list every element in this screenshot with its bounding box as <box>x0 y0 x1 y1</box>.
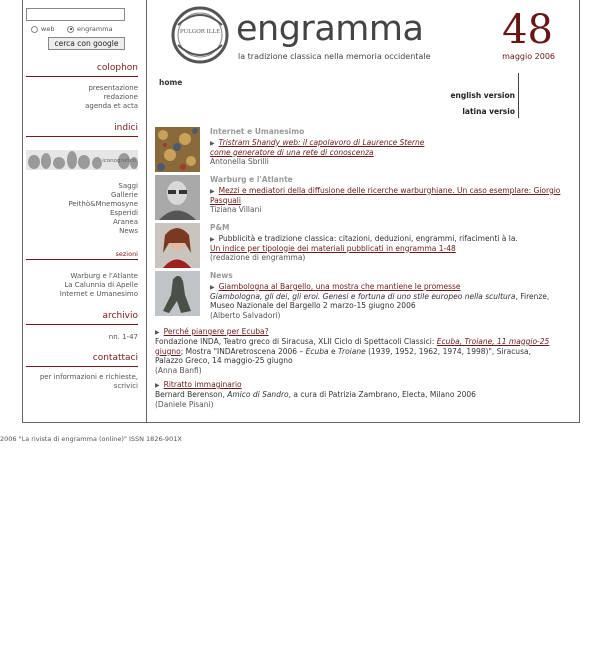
article-text: Bernard Berenson, <box>155 389 228 399</box>
english-version-link[interactable]: english version <box>450 91 515 100</box>
footer-copyright: 2006 "La rivista di engramma (online)" ISSN 1826-901X <box>0 435 182 443</box>
article-text: , a cura di Patrizia Zambrano, Electa, Milano 2006 <box>288 389 476 399</box>
search-input[interactable] <box>26 8 125 21</box>
sidebar <box>23 0 147 422</box>
indici-item-news[interactable]: News <box>119 227 138 235</box>
language-box <box>398 73 519 118</box>
article-body <box>210 127 555 167</box>
radio-engramma-label: engramma <box>77 25 113 33</box>
sezioni-item-internet[interactable]: Internet e Umanesimo <box>59 290 138 298</box>
iconografico-label: iconografico <box>102 158 136 164</box>
logo-text: PULGOR ILLE <box>179 29 221 35</box>
radio-web-button[interactable] <box>31 26 38 33</box>
indici-item-gallerie[interactable]: Gallerie <box>110 191 138 199</box>
radio-web[interactable] <box>31 25 54 33</box>
article-text-italic: Troiane <box>337 346 366 356</box>
article-inline-link-cont[interactable]: giugno <box>155 346 181 356</box>
article-text: Fondazione INDA, Teatro greco di Siracusa, XLII Ciclo di Spettacoli Classici: <box>155 336 437 346</box>
engramma-logo-icon <box>170 5 230 65</box>
latina-versio-link[interactable]: latina versio <box>462 107 515 116</box>
article-link-continued[interactable]: Pasquali <box>210 195 241 205</box>
article-link[interactable]: Perché piangere per Ecuba? <box>163 327 269 336</box>
article-link[interactable]: Ritratto immaginario <box>163 380 242 389</box>
arrow-right-icon: ▶ <box>210 283 215 291</box>
sezioni-list <box>26 272 138 299</box>
article-text-italic: Ecuba <box>305 346 329 356</box>
article-description-title: Giambologna, gli dei, gli eroi. Genesi e fortuna di uno stile europeo nella scultura <box>210 291 516 301</box>
indici-item-saggi[interactable]: Saggi <box>118 182 138 190</box>
article-body <box>210 271 555 321</box>
sezioni-heading: sezioni <box>26 250 138 260</box>
radio-engramma-button[interactable] <box>67 26 74 33</box>
issue-number: 48 <box>502 7 553 53</box>
article-thumbnail-sculpture[interactable] <box>155 271 200 316</box>
indici-item-aranea[interactable]: Aranea <box>113 218 138 226</box>
contattaci-list <box>26 373 138 391</box>
article-author: (Anna Banfi) <box>155 366 202 376</box>
search-button[interactable]: cerca con google <box>48 37 125 50</box>
article-description-line2: Museo Nazionale del Bargello 2 marzo-15 giugno 2006 <box>210 301 416 311</box>
article-text: Palazzo Greco, 14 maggio-25 giugno <box>155 356 293 366</box>
article-text: e <box>328 346 338 356</box>
radio-web-label: web <box>41 25 55 33</box>
page-frame <box>22 0 580 423</box>
article-link[interactable]: Un indice per tipologie dei materiali pubblicati in engramma 1-48 <box>210 243 456 253</box>
sezioni-item-warburg[interactable]: Warburg e l'Atlante <box>70 272 138 280</box>
colophon-item-redazione[interactable]: redazione <box>103 93 138 101</box>
article-thumbnail-woman[interactable] <box>155 223 200 268</box>
article-author: (Alberto Salvadori) <box>210 311 281 321</box>
indici-heading[interactable]: indici <box>26 123 138 137</box>
article-author: Antonella Sbrilli <box>210 157 269 167</box>
arrow-right-icon: ▶ <box>155 382 160 389</box>
archivio-list <box>26 333 138 342</box>
arrow-right-icon: ▶ <box>210 235 215 243</box>
arrow-right-icon: ▶ <box>210 139 215 147</box>
archivio-item[interactable]: nn. 1-47 <box>108 333 138 341</box>
article-item-extra <box>155 327 555 376</box>
article-text: Pubblicità e tradizione classica: citazioni, deduzioni, engrammi, rifacimenti à la. <box>218 233 518 243</box>
article-author: Tiziana Villani <box>210 205 262 215</box>
article-text: (1939, 1952, 1962, 1974, 1998)", Siracusa, <box>365 346 531 356</box>
article-author: (Daniele Pisani) <box>155 399 214 409</box>
article-body <box>210 223 555 263</box>
brand-title[interactable]: engramma <box>236 9 424 49</box>
home-link[interactable]: home <box>159 78 183 87</box>
sezioni-item-calunnia[interactable]: La Calunnia di Apelle <box>64 281 138 289</box>
article-category[interactable]: Internet e Umanesimo <box>210 127 305 136</box>
article-description-rest: , Firenze, <box>515 291 550 301</box>
indici-list <box>26 182 138 236</box>
article-link[interactable]: Mezzi e mediatori della diffusione delle ricerche warburghiane. Un caso esemplare: Giorgio <box>218 185 561 195</box>
article-category[interactable]: News <box>210 271 233 280</box>
article-text: ; Mostra "INDAretroscena 2006 – <box>180 346 306 356</box>
article-text-italic: Amico di Sandro <box>227 389 289 399</box>
article-thumbnail-pattern[interactable] <box>155 127 200 172</box>
article-author: (redazione di engramma) <box>210 253 306 263</box>
arrow-right-icon: ▶ <box>210 187 215 195</box>
article-category[interactable]: P&M <box>210 223 230 232</box>
colophon-list <box>26 84 138 111</box>
contattaci-heading[interactable]: contattaci <box>26 353 138 367</box>
article-body <box>210 175 561 215</box>
colophon-item-presentazione[interactable]: presentazione <box>88 84 138 92</box>
arrow-right-icon: ▶ <box>155 329 160 336</box>
main-content <box>148 0 579 422</box>
radio-engramma[interactable] <box>67 25 113 33</box>
article-inline-link[interactable]: Ecuba, Troiane, 11 maggio-25 <box>436 336 550 346</box>
indici-item-esperidi[interactable]: Esperidi <box>109 209 138 217</box>
article-thumbnail-portrait[interactable] <box>155 175 200 220</box>
tagline: la tradizione classica nella memoria occidentale <box>238 52 431 61</box>
archivio-heading[interactable]: archivio <box>26 311 138 325</box>
contattaci-line-2[interactable]: scrivici <box>113 382 138 390</box>
colophon-item-agenda[interactable]: agenda et acta <box>85 102 138 110</box>
article-link[interactable]: Giambologna al Bargello, una mostra che mantiene le promesse <box>218 281 461 291</box>
article-item-extra <box>155 380 555 409</box>
indici-iconografico-banner[interactable] <box>26 150 138 170</box>
contattaci-line-1[interactable]: per informazioni e richieste, <box>39 373 138 381</box>
colophon-heading[interactable]: colophon <box>26 63 138 77</box>
article-category[interactable]: Warburg e l'Atlante <box>210 175 293 184</box>
article-link-continued[interactable]: come generatore di una rete di conoscenza <box>210 147 374 157</box>
article-link[interactable]: Tristram Shandy web: il capolavoro di Laurence Sterne <box>218 137 425 147</box>
indici-item-peitho[interactable]: Peithò&Mnemosyne <box>68 200 138 208</box>
issue-date: maggio 2006 <box>502 52 555 61</box>
